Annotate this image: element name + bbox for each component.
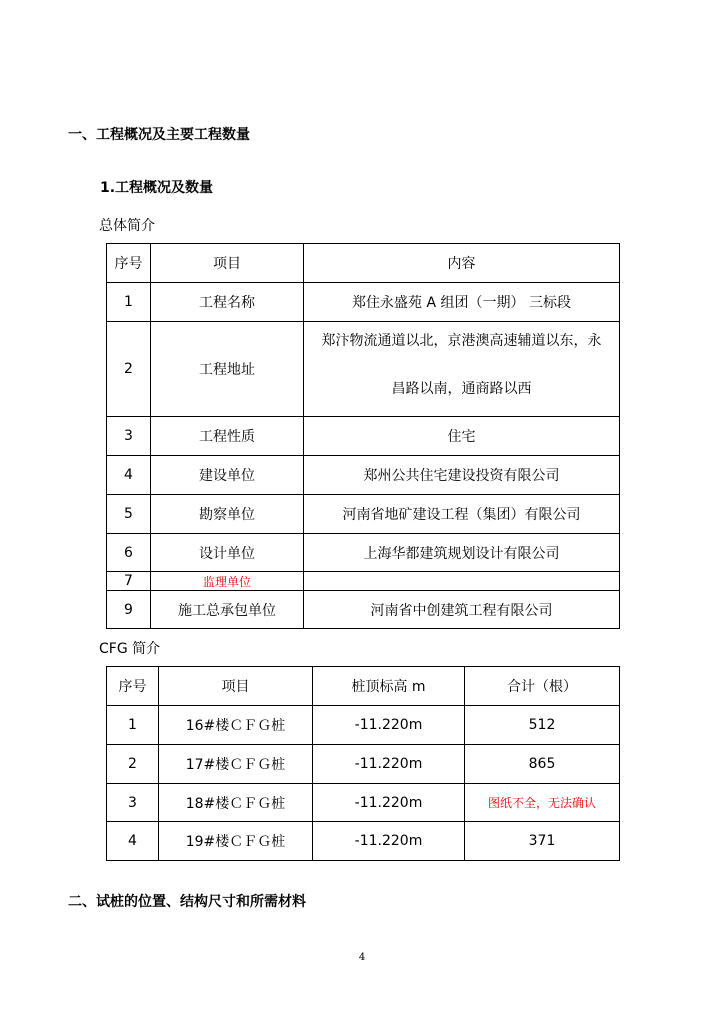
section-2-heading: 二、试桩的位置、结构尺寸和所需材料 [68, 894, 306, 910]
row-item: 勘察单位 [151, 495, 304, 534]
header-cell: 项目 [151, 244, 304, 283]
row-elevation: -11.220m [313, 706, 465, 745]
row-content [304, 572, 620, 591]
row-item: 工程名称 [151, 283, 304, 322]
address-line-2: 昌路以南，通商路以西 [391, 381, 532, 397]
row-item: 施工总承包单位 [151, 591, 304, 629]
row-total: 865 [465, 745, 620, 784]
row-number: 1 [107, 283, 151, 322]
table-header-row [107, 244, 620, 283]
row-number: 3 [107, 417, 151, 456]
row-item: 16#楼ＣＦＧ桩 [159, 706, 313, 745]
row-total: 512 [465, 706, 620, 745]
row-content: 河南省中创建筑工程有限公司 [304, 591, 620, 629]
row-item: 工程性质 [151, 417, 304, 456]
header-cell: 桩顶标高 m [313, 667, 465, 706]
row-number: 7 [107, 572, 151, 591]
table-row [107, 591, 620, 629]
row-number: 4 [107, 822, 159, 861]
row-number: 6 [107, 534, 151, 572]
overview-table [106, 243, 620, 629]
row-content: 上海华都建筑规划设计有限公司 [304, 534, 620, 572]
header-cell: 合计（根） [465, 667, 620, 706]
row-content: 郑住永盛苑 A 组团（一期） 三标段 [304, 283, 620, 322]
subsection-heading: 1.工程概况及数量 [100, 180, 214, 196]
table-row [107, 322, 620, 417]
row-item: 18#楼ＣＦＧ桩 [159, 784, 313, 822]
header-cell: 项目 [159, 667, 313, 706]
row-item: 19#楼ＣＦＧ桩 [159, 822, 313, 861]
table-row [107, 495, 620, 534]
table-row [107, 784, 620, 822]
row-elevation: -11.220m [313, 822, 465, 861]
table-row [107, 283, 620, 322]
row-total: 371 [465, 822, 620, 861]
row-total-note: 图纸不全，无法确认 [465, 784, 620, 822]
row-elevation: -11.220m [313, 784, 465, 822]
address-line-1: 郑汴物流通道以北，京港澳高速辅道以东，永 [321, 333, 602, 349]
section-1-heading: 一、工程概况及主要工程数量 [68, 127, 250, 143]
row-number: 2 [107, 322, 151, 417]
row-item: 建设单位 [151, 456, 304, 495]
row-item: 工程地址 [151, 322, 304, 417]
table2-caption: CFG 简介 [99, 641, 161, 657]
row-number: 3 [107, 784, 159, 822]
row-number: 5 [107, 495, 151, 534]
cfg-table [106, 666, 620, 861]
page-number: 4 [358, 952, 366, 963]
table-header-row [107, 667, 620, 706]
table-row [107, 822, 620, 861]
table-row [107, 745, 620, 784]
row-item: 17#楼ＣＦＧ桩 [159, 745, 313, 784]
row-number: 9 [107, 591, 151, 629]
row-content: 河南省地矿建设工程（集团）有限公司 [304, 495, 620, 534]
row-elevation: -11.220m [313, 745, 465, 784]
table-row [107, 572, 620, 591]
row-content: 郑州公共住宅建设投资有限公司 [304, 456, 620, 495]
row-number: 1 [107, 706, 159, 745]
table-row [107, 706, 620, 745]
row-item-note: 监理单位 [151, 572, 304, 591]
header-cell: 序号 [107, 244, 151, 283]
table-row [107, 417, 620, 456]
table-row [107, 456, 620, 495]
table1-caption: 总体简介 [99, 218, 155, 234]
row-number: 4 [107, 456, 151, 495]
header-cell: 内容 [304, 244, 620, 283]
row-item: 设计单位 [151, 534, 304, 572]
header-cell: 序号 [107, 667, 159, 706]
row-content [304, 322, 620, 417]
table-row [107, 534, 620, 572]
row-number: 2 [107, 745, 159, 784]
row-content: 住宅 [304, 417, 620, 456]
